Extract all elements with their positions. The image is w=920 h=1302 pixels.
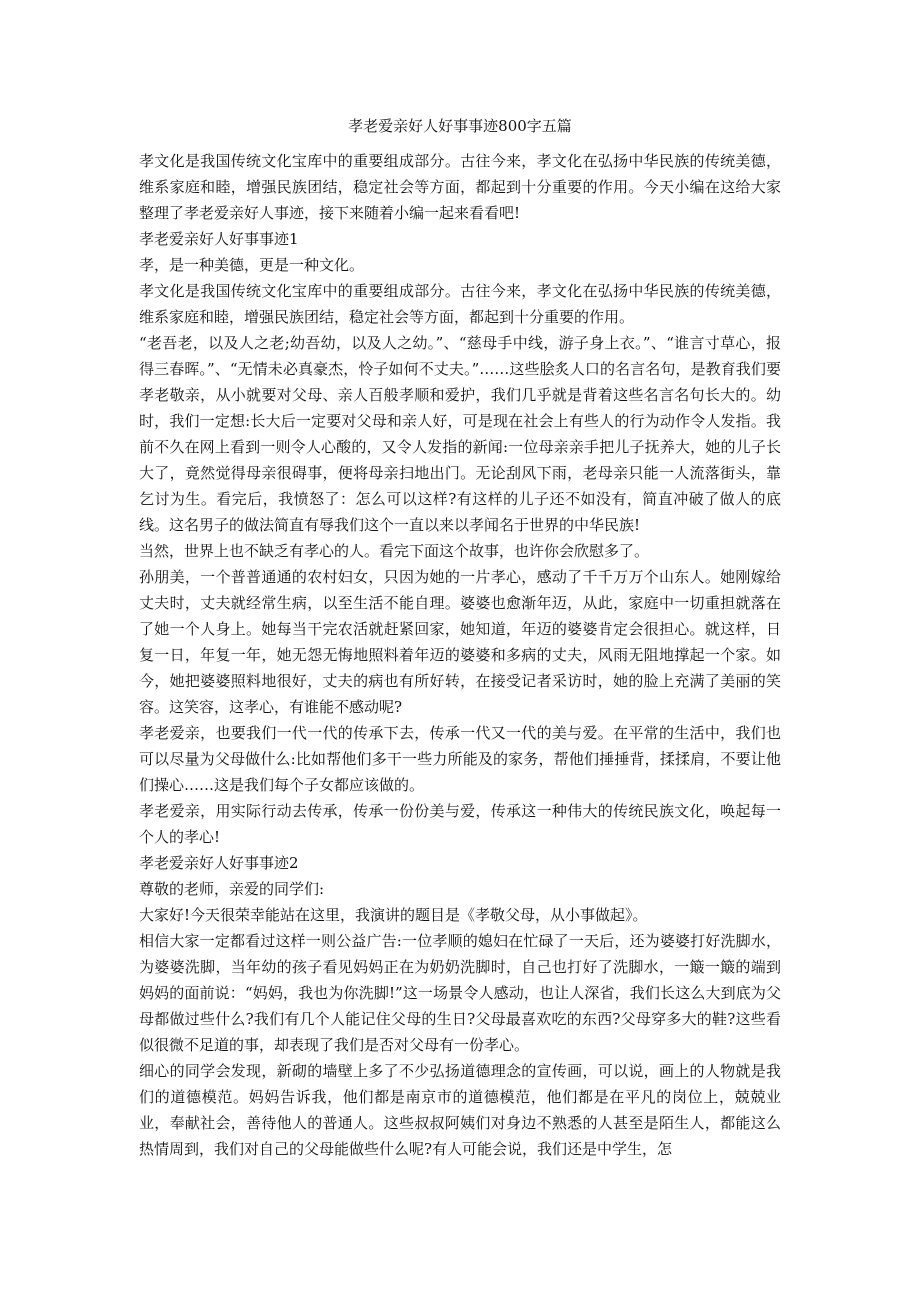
paragraph: 孝，是一种美德，更是一种文化。 xyxy=(139,256,365,274)
paragraph: 当然，世界上也不缺乏有孝心的人。看完下面这个故事，也许你会欣慰多了。 xyxy=(139,542,650,560)
paragraph-salutation: 尊敬的老师，亲爱的同学们: xyxy=(139,880,325,898)
section-heading-1: 孝老爱亲好人好事事迹1 xyxy=(139,230,299,248)
section-heading-2: 孝老爱亲好人好事事迹2 xyxy=(139,854,299,872)
paragraph: 孙朋美，一个普普通通的农村妇女，只因为她的一片孝心，感动了千千万万个山东人。她刚嫁给丈夫时，丈夫就经常生病，以至生活不能自理。婆婆也愈渐年迈，从此，家庭中一切重担就落在了她一个人身上。她每当干完农活就赶紧回家，她知道，年迈的婆婆肯定会很担心。就这样，日复一日，年复一年，她无怨无悔地照料着年迈的婆婆和多病的丈夫，风雨无阻地撑起一个家。如今，她把婆婆照料地很好，丈夫的病也有所好转，在接受记者采访时，她的脸上充满了美丽的笑容。这笑容，这孝心，有谁能不感动呢? xyxy=(139,568,781,716)
paragraph: 孝文化是我国传统文化宝库中的重要组成部分。古往今来，孝文化在弘扬中华民族的传统美德，维系家庭和睦，增强民族团结，稳定社会等方面，都起到十分重要的作用。 xyxy=(139,282,781,326)
paragraph: 大家好!今天很荣幸能站在这里，我演讲的题目是《孝敬父母，从小事做起》。 xyxy=(139,906,648,924)
paragraph: 孝老爱亲，也要我们一代一代的传承下去，传承一代又一代的美与爱。在平常的生活中，我们也可以尽量为父母做什么:比如帮他们多干一些力所能及的家务，帮他们捶捶背，揉揉肩，不要让他们操心……这是我们每个子女都应该做的。 xyxy=(139,724,781,794)
document-body xyxy=(139,148,781,1162)
paragraph: 细心的同学会发现，新砌的墙壁上多了不少弘扬道德理念的宣传画，可以说，画上的人物就是我们的道德模范。妈妈告诉我，他们都是南京市的道德模范，他们都是在平凡的岗位上，兢兢业业，奉献社会，善待他人的普通人。这些叔叔阿姨们对身边不熟悉的人甚至是陌生人，都能这么热情周到，我们对自己的父母能做些什么呢?有人可能会说，我们还是中学生，怎 xyxy=(139,1062,781,1158)
paragraph: “老吾老，以及人之老;幼吾幼，以及人之幼。”、“慈母手中线，游子身上衣。”、“谁言寸草心，报得三春晖。”、“无情未必真豪杰，怜子如何不丈夫。”……这些脍炙人口的名言名句，是教育我们要孝老敬亲，从小就要对父母、亲人百般孝顺和爱护，我们几乎就是背着这些名言名句长大的。幼时，我们一定想:长大后一定要对父母和亲人好，可是现在社会上有些人的行为动作令人发指。我前不久在网上看到一则令人心酸的，又令人发指的新闻:一位母亲亲手把儿子抚养大，她的儿子长大了，竟然觉得母亲很碍事，便将母亲扫地出门。无论刮风下雨，老母亲只能一人流落街头，靠乞讨为生。看完后，我愤怒了：怎么可以这样?有这样的儿子还不如没有，简直冲破了做人的底线。这名男子的做法简直有辱我们这个一直以来以孝闻名于世界的中华民族! xyxy=(139,334,781,534)
paragraph: 孝老爱亲，用实际行动去传承，传承一份份美与爱，传承这一种伟大的传统民族文化，唤起每一个人的孝心! xyxy=(139,802,781,846)
paragraph: 相信大家一定都看过这样一则公益广告:一位孝顺的媳妇在忙碌了一天后，还为婆婆打好洗脚水，为婆婆洗脚，当年幼的孩子看见妈妈正在为奶奶洗脚时，自己也打好了洗脚水，一簸一簸的端到妈妈的面前说：“妈妈，我也为你洗脚!”这一场景令人感动，也让人深省，我们长这么大到底为父母都做过些什么?我们有几个人能记住父母的生日?父母最喜欢吃的东西?父母穿多大的鞋?这些看似很微不足道的事，却表现了我们是否对父母有一份孝心。 xyxy=(139,932,781,1054)
document-title: 孝老爱亲好人好事事迹800字五篇 xyxy=(348,117,572,135)
paragraph-intro: 孝文化是我国传统文化宝库中的重要组成部分。古往今来，孝文化在弘扬中华民族的传统美德，维系家庭和睦，增强民族团结，稳定社会等方面，都起到十分重要的作用。今天小编在这给大家整理了孝老爱亲好人事迹，接下来随着小编一起来看看吧! xyxy=(139,152,781,222)
